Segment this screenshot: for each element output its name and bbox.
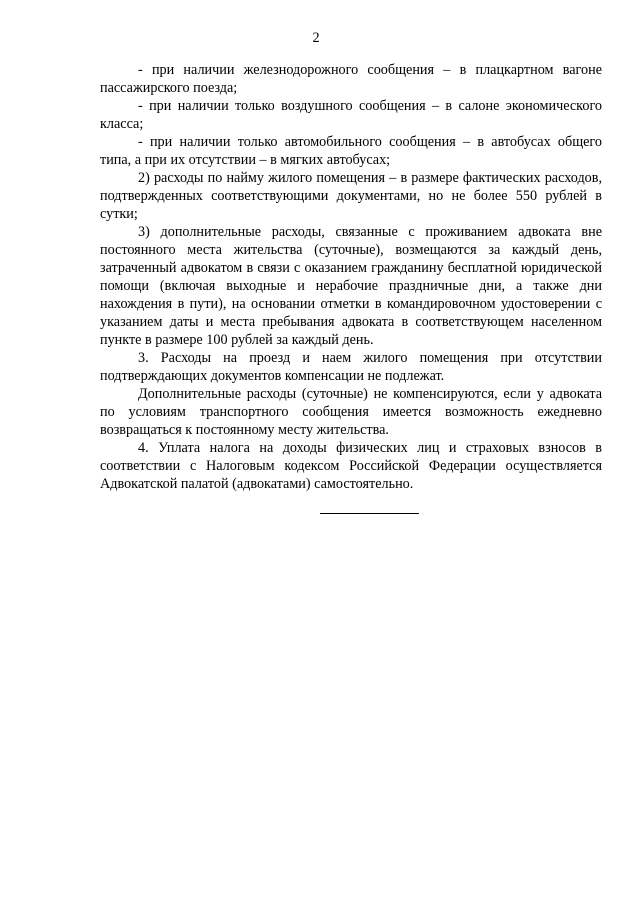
paragraph-rail-travel: - при наличии железнодорожного сообщения – в плацкартном вагоне пассажирского поезда; [100, 62, 602, 96]
page-number: 2 [312, 30, 320, 46]
paragraph-air-travel: - при наличии только воздушного сообщения – в салоне экономического класса; [100, 98, 602, 132]
paragraph-daily-allowance: 3) дополнительные расходы, связанные с проживанием адвоката вне постоянного места жительства (суточные), возмещаются за каждый день, затраченный адвокатом в связи с оказанием гражданину бесплатной юридической помощи (включая выходные и нерабочие праздничные дни, а также дни нахождения в пути), на основании отметки в командировочном удостоверении с указанием даты и места пребывания адвоката в соответствующем населенном пункте в размере 100 рублей за каждый день. [100, 224, 602, 348]
document-body [100, 61, 602, 493]
paragraph-no-documents: 3. Расходы на проезд и наем жилого помещения при отсутствии подтверждающих документов компенсации не подлежат. [100, 350, 602, 384]
paragraph-tax-payment: 4. Уплата налога на доходы физических лиц и страховых взносов в соответствии с Налоговым кодексом Российской Федерации осуществляется Адвокатской палатой (адвокатами) самостоятельно. [100, 440, 602, 492]
paragraph-no-daily-compensation: Дополнительные расходы (суточные) не компенсируются, если у адвоката по условиям транспортного сообщения имеется возможность ежедневно возвращаться к постоянному месту жительства. [100, 386, 602, 438]
paragraph-bus-travel: - при наличии только автомобильного сообщения – в автобусах общего типа, а при их отсутствии – в мягких автобусах; [100, 134, 602, 168]
paragraph-housing-expenses: 2) расходы по найму жилого помещения – в размере фактических расходов, подтвержденных соответствующими документами, но не более 550 рублей в сутки; [100, 170, 602, 222]
end-of-text-rule [320, 513, 419, 514]
